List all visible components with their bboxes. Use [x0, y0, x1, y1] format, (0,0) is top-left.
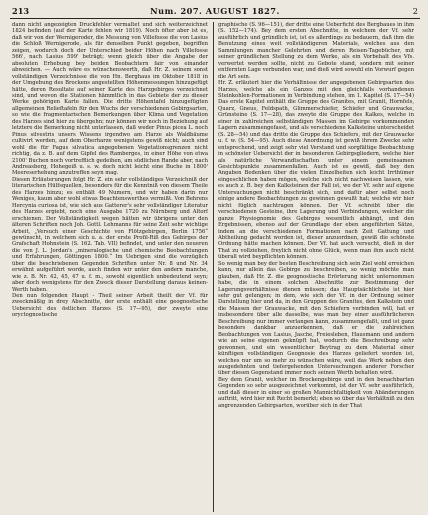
left-column — [12, 22, 208, 512]
paragraph: dann nicht angezeigten Druckfehler vermaltet und sich weiterzeichnet 1824 befinden (auf der Karte fehlen wir 1819). Noch öfter aber ist es, daß wir von der Wernigeroder, die Messung von Villefosse die von Lasius die Schloß Wernigerode, als für denselben Punkt gegeben, begriffen zeigen, wodurch doch der Unterschied beider Höhen nach Villefosse 566', nach Lasius 599' beträgt; wenn gleich über die Angabe der absoluten Erhebung bey beiden Beobachtern fair von einander abweichen. — Auch wäre es wünschenswerth, daß Hr. Z. seinem sonst vollständigen Verzeichnisse die von Hn. Berghaus im Oktober 1818 in der Umgebung des Brockens angestellten Höhenmessungen hinzugefügt hätte, deren Resultate auf seiner Karte des Harzgebirges verzeichnet sind, und wovon die Stationen hämmtlich in das Gebiete der zu dieser Werke gehörigen Karte fallen. Die dritte Höhentafel hinzugefügten allgemeinen Relieftafeln für den Wuchs der verschiedenen Gebirgsarten, so wie die fragmentarischen Bemerkungen über Klima und Vegetation des Harzes sind hier zu übergehn; nur können wir noch in Beziehung auf letztere die Bemerkung nicht unterlassen, daß weder Pinus picea L. noch Pinus silvestris unsers Wissens irgendwo am Harze als Waldbäume cultivirt werden, auf dem Oberharze wenigstens gewiß nicht; auch sind wohl die für Fagus silvatica angegebenen Vegetationsgrenzen nicht richtig, da z. B. auf dem Gipfel des Ramberges, in einer Höhe von etwa 2100' Buchen noch vortrefflich gedeihen, am südlichen Rande aber, nach Andreasberg, Hohegeiß u. s. w. doch nicht leicht eine Buche in 1800' Meereserhebung anzutreffen seyn mag. — [12, 22, 208, 177]
page-number: 213 — [12, 6, 30, 16]
issue-date-header: Num. 207. AUGUST 1827. — [150, 6, 280, 16]
paragraph: So wenig man bey der besten Beschreibung sich sein Ziel wohl erreichen kann, nur allein das Gebirge zu beschreiben, so wenig möchte man glauben, daß Hr. Z. die geognostische Erörterung nicht unternommen habe, die in einem solchen Abschnitte zur Bestimmung der Lagerungsverhältnisse dienen müssen; das Hauptsächlichste ist hier sehr gut gelungen; in dem, wie sich der Vf. in der Ordnung seiner Darstellung hier und da, in den Gruppen des Granites, den Kalkstein und die Massen der Grauwacke, mit den Schiefern verbinden will, hat er insbesondere über alle dasselbe, was man bey einer ausführlicheren Beschreibung nur immer verlangen kann, zusammengefaßt, und ist ganz besonders dankbar anzuerkennen, daß er die zahlreichen Beobachtungen von Lasius, Jasche, Freiesleben, Hausmann und andern wie an seine eigenen geknüpft hat, wodurch die Beschreibung sehr gewonnen, und ein wesentlicher Beytrag zu dem Material einer künftigen vollständigen Geognosie des Harzes geliefert worden ist, welches nur um so mehr zu wünschen wäre, weil das Werk neben den ausgedehnten und tiefergehenden Untersuchungen anderer Forscher über diesen Gegenstand immer noch seinen Werth behalten wird. — [218, 260, 414, 377]
page-header — [10, 6, 420, 19]
paragraph: graphische (S. 96—151), der dritte eine Ueberficht des Bergbaues in ihm (S. 152—174). Bey dem ersten Abschnitte, in welchem der Vf. sehr ausführlich und gründlich ist, ist es allerdings zu bedauern, daß ihm die Benutzung eines weit vollständigeren Materials, welches aus den Sammlungen mancher Gelehrten und deren Reisen-Tagebücher, mit seiner gründlichen Stellung zu dem Werke, als ein Vorbehalt des Vfs. verwertet werden sollte, nicht zu Gebote stand, sondern mit seiner entfernten Lage verbunden war, und dieß wird sowohl ein Vorwurf gegen die Art sein. — [218, 22, 414, 80]
right-column — [218, 22, 414, 512]
text-columns — [10, 22, 420, 512]
paragraph: Hr. Z. erläutert hier die Verhältnisse der angegebenen Gebirgsarten des Harzes, welche als ein Ganzes mit den gleichfalls vorhandenen Steinkohlen-Formationen in Verbindung stehen, im 1. Kapitel (S. 17—54) Das erste Kapitel enthält die Gruppe des Granites, mit Granit, Hornfels, Quarz, Gneus, Feldspath, Glimmerschiefer, Schiefer und Grauwacke, Grünsteine (S. 17—28), das zweyte die Gruppe des Kalkes, welche in einer in zahlreichen selbständigen Massen im Gebirge vorkommenden Lagern zusammengefasst, und als verschiedene Kalksteine unterscheidet (S. 28—54) und das dritte die Gruppe des Schiefers, mit der Grauwacke u. f. w. (S. 54—95). Auch diese Anordnung ist gewiß ihrem Zwecke sehr entsprechend, und zeigt sehr viel Verstand und sorgfältige Beobachtung in schönster Uebersicht der in besonderen Gebirgsgliedern, welche hier als natürliche Verwandtschaften unter einem gemeinsamen Gesichtspunkte zusammenfallen. Auch ist es gewiß, daß bey den Angaben Bedenken über die vielen Einzelheiten sich leicht Irrthümer eingeschlichen haben mögen, welche sich nicht nachweisen lassen, wie es auch z. B. bey den Kalksteinen der Fall ist, wo der Vf. sehr auf eigene Untersuchungen nicht beschränkt sich, und dafür aber selbst noch einige andere Beobachtungen zu gewinnen gewußt hat; welche wir hier nicht füglich nachtragen können. Der Vf. schreibt über die verschiedenen Gesteine, ihre Lagerung und Verbindungen, welcher die ganze Physiognomie des Gebirges wesentlich abhängt, und den Ergebnissen, ebenso auf der Grundlage der eben angeführten Sätze, indem an die verschiedenen Formationen nach Zeit Gattung und Abtheilung gedacht worden ist, dieser anzuordnen, gewiß die schönste Ordnung hätte machen können. Der Vf. hat auch versucht, dieß in der That zu vollziehen, freylich nicht ohne Glück, wenn man ihm auch nicht überall wird beypflichten können. — [218, 80, 414, 261]
header-right-mark: 2 — [412, 6, 418, 16]
paragraph: Diesen Erläuterungen folgt Hr. Z. ein sehr vollständiges Verzeichniß der literarischen Hülfsquellen, besonders für die Kenntniß von diesem Theile des Harzes hinzu; es enthält 49 Numern, und wir haben darin nur Weniges, kaum aber wohl etwas Beachtenswerthes vermißt. Von Behrens Hercynia curiosa ist, wie sich aus Gatterer's sehr vollständiger Literatur des Harzes ergiebt, noch eine Ausgabe 1720 zu Nürnberg und Altorf erschienen. Der Vollständigkeit wegen hätten wir übrigens unter den älteren Schriften noch Joh. Gottl. Lehmanns für seine Zeit sehr wichtige Arbeit, „Versuch einer Geschichte von Flötzgebirgen, Berlin 1756“ gewünscht, in welchem sich u. a. der erste Profil-Riß des Gebirges der Grafschaft Hohnstein (S. 162. Tab. VII) befindet, und unter den neueren die von J. L. Jordan's „mineralogische und chemische Beobachtungen und Erfahrungen, Göttingen 1800.“ Im Uebrigen sind die vorzüglich über die beschriebenen Gegenden Schriften unter Nr. 8 und Nr. 34 erwähnt aufgeführt worde, auch finden wir unter den andern manche, wie z. B. Nr. 42, 45, 47 u. f. m., sowohl eigentlich unbedeutend seyn; aber doch wenigstens für den Zweck dieser Darstellung daraus keinen-Werth haben. — [12, 176, 208, 293]
paragraph: Bey dem Granit, welcher im Brockengebirge und in den benachbarten Gegenden so sehr ausgezeichnet vorkommt, ist der Vf. sehr ausführlich, und daß dieser in einer so großen Mannichfaltigkeit von Abänderungen auftritt, wird hier mit Recht bemerkt; eben so über das Verhältniß zu den angrenzenden Gebirgsarten, worüber sich in der That — [218, 376, 414, 409]
column-divider — [213, 22, 214, 512]
paragraph: Den nun folgenden Haupt - Theil seiner Arbeit theilt der Vf. für zweckmäßig in drey Abschnitte, der erste enthält eine geognostische Uebersicht des östlichen Harzes (S. 17—95), der zweyte eine oryctognostische — [12, 293, 208, 319]
